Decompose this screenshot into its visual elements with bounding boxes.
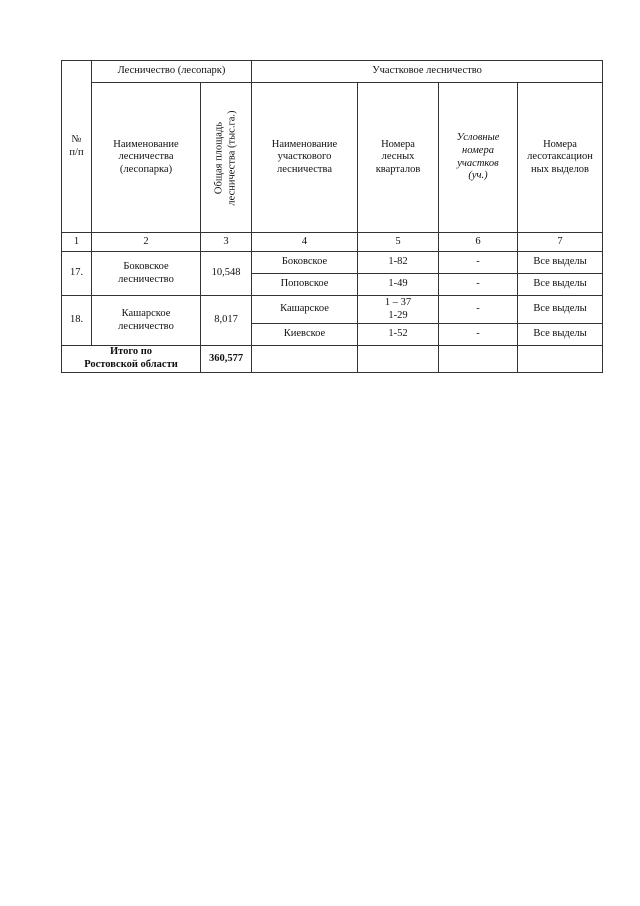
total-area: 360,577 [201,346,252,373]
district-name: Поповское [252,274,358,296]
row-number: 17. [62,252,92,296]
col-num-2: 2 [92,233,201,252]
quarters: 1 – 37 1-29 [358,296,439,324]
empty-cell [252,346,358,373]
quarters: 1-82 [358,252,439,274]
district-name: Киевское [252,324,358,346]
header-forestry-name: Наименование лесничества (лесопарка) [92,83,201,233]
empty-cell [439,346,518,373]
header-quarters: Номера лесных кварталов [358,83,439,233]
header-total-area: Общая площадь лесничества (тыс.га.) [213,109,237,206]
header-conditional-numbers: Условные номера участков (уч.) [439,83,518,233]
forestry-table [61,60,603,373]
empty-cell [358,346,439,373]
quarters: 1-49 [358,274,439,296]
taxation-units: Все выделы [518,274,603,296]
rotated-wrap [203,85,249,231]
col-num-6: 6 [439,233,518,252]
header-number: № п/п [62,61,92,233]
conditional-numbers: - [439,274,518,296]
header-taxation-units: Номера лесотаксацион ных выделов [518,83,603,233]
taxation-units: Все выделы [518,324,603,346]
forestry-name: Боковское лесничество [92,252,201,296]
col-num-5: 5 [358,233,439,252]
district-name: Боковское [252,252,358,274]
quarters: 1-52 [358,324,439,346]
empty-cell [518,346,603,373]
table-row [62,252,603,274]
total-row [62,346,603,373]
col-num-1: 1 [62,233,92,252]
conditional-numbers: - [439,324,518,346]
taxation-units: Все выделы [518,252,603,274]
conditional-numbers: - [439,296,518,324]
district-name: Кашарское [252,296,358,324]
header-district-name: Наименование участкового лесничества [252,83,358,233]
col-num-7: 7 [518,233,603,252]
forestry-name: Кашарское лесничество [92,296,201,346]
taxation-units: Все выделы [518,296,603,324]
col-num-3: 3 [201,233,252,252]
conditional-numbers: - [439,252,518,274]
forestry-area: 10,548 [201,252,252,296]
header-row-1 [62,61,603,83]
header-row-2 [62,83,603,233]
header-district-group: Участковое лесничество [252,61,603,83]
column-numbers-row [62,233,603,252]
row-number: 18. [62,296,92,346]
total-label: Итого по Ростовской области [62,346,201,373]
table-row [62,296,603,324]
header-total-area-cell [201,83,252,233]
header-forestry-group: Лесничество (лесопарк) [92,61,252,83]
col-num-4: 4 [252,233,358,252]
forestry-area: 8,017 [201,296,252,346]
